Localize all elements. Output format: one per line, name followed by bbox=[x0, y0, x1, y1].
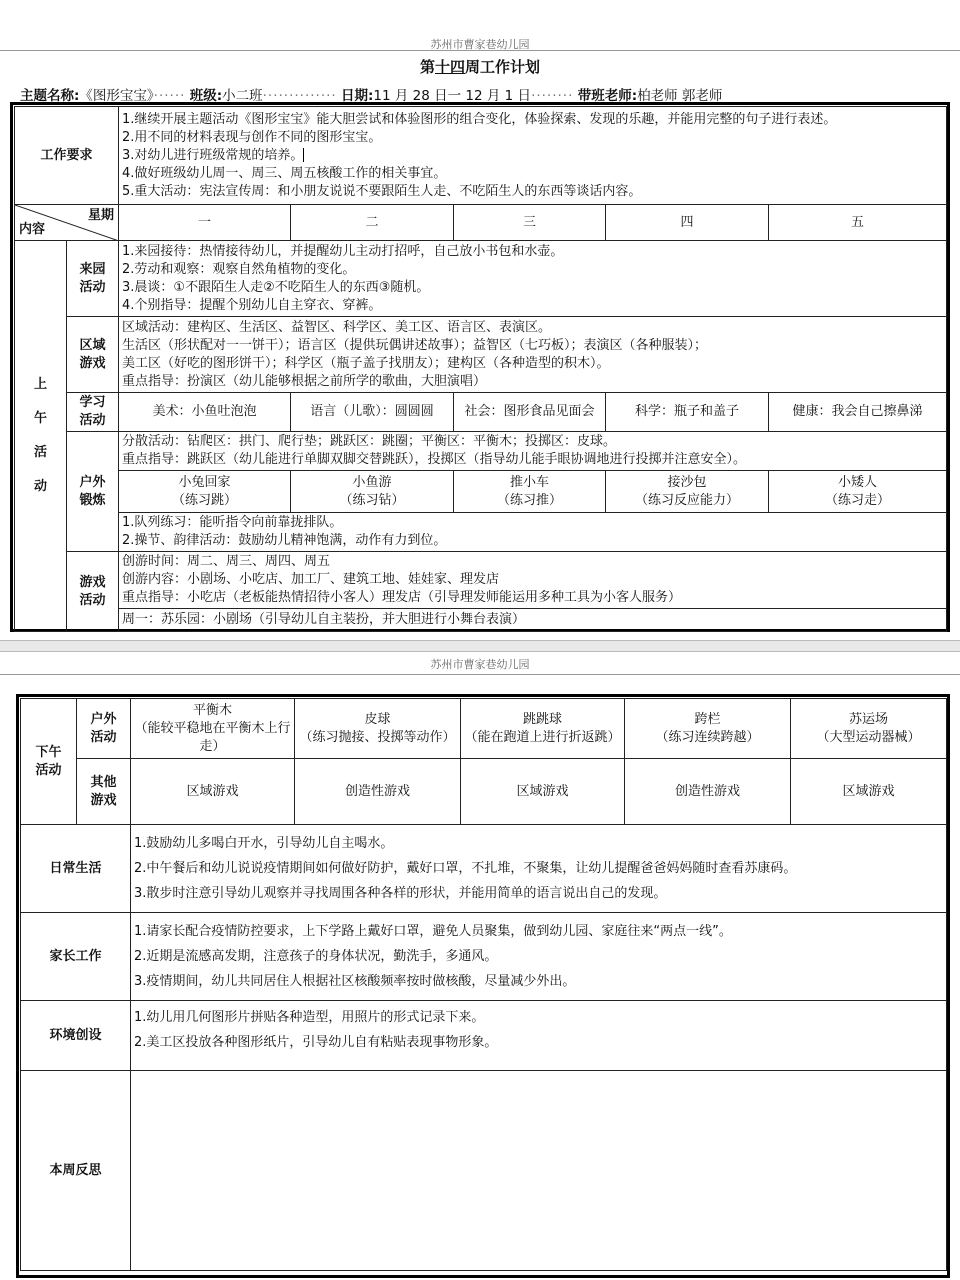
weekday-header: 五 bbox=[769, 205, 947, 241]
weekday-header: 二 bbox=[291, 205, 454, 241]
afternoon-outdoor-item: 平衡木 （能较平稳地在平衡木上行走） bbox=[131, 699, 295, 759]
teacher-value: 柏老师 郭老师 bbox=[637, 88, 723, 104]
requirements-label: 工作要求 bbox=[15, 107, 119, 205]
parent-work-label: 家长工作 bbox=[21, 913, 131, 1001]
daily-life-content bbox=[131, 825, 947, 913]
reflection-input[interactable] bbox=[131, 1071, 947, 1271]
outdoor-line: 2.操节、韵律活动：鼓励幼儿精神饱满，动作有力到位。 bbox=[122, 533, 447, 548]
other-game-item: 创造性游戏 bbox=[625, 759, 791, 825]
parent-line: 2.近期是流感高发期，注意孩子的身体状况，勤洗手，多通风。 bbox=[134, 949, 498, 964]
outdoor-game: 接沙包 （练习反应能力） bbox=[606, 471, 769, 513]
requirement-item: 2.用不同的材料表现与创作不同的图形宝宝。 bbox=[122, 129, 382, 145]
weekday-header: 四 bbox=[606, 205, 769, 241]
afternoon-outdoor-item: 跨栏 （练习连续跨越） bbox=[625, 699, 791, 759]
requirement-item: 5.重大活动：宪法宣传周：和小朋友说说不要跟陌生人走、不吃陌生人的东西等谈话内容。 bbox=[122, 183, 642, 199]
class-value: 小二班 bbox=[222, 88, 263, 104]
area-games-content bbox=[119, 317, 947, 393]
other-game-item: 创造性游戏 bbox=[295, 759, 461, 825]
study-item: 社会：图形食品见面会 bbox=[454, 393, 606, 432]
class-label: 班级: bbox=[189, 88, 223, 104]
daily-line: 3.散步时注意引导幼儿观察并寻找周围各种各样的形状，并能用简单的语言说出自己的发现。 bbox=[134, 886, 667, 901]
weekday-corner-cell bbox=[15, 205, 119, 241]
afternoon-label bbox=[21, 699, 77, 825]
study-item: 语言（儿歌）：圆圆圆 bbox=[291, 393, 454, 432]
games-line: 创游时间：周二、周三、周四、周五 bbox=[122, 554, 331, 569]
weekly-plan-table bbox=[14, 106, 947, 632]
reflection-label: 本周反思 bbox=[21, 1071, 131, 1271]
title-suffix: 周工作计划 bbox=[465, 58, 541, 76]
morning-label bbox=[15, 241, 67, 632]
arrival-line: 1.来园接待：热情接待幼儿，并提醒幼儿主动打招呼，自己放小书包和水壶。 bbox=[122, 243, 564, 259]
afternoon-outdoor-label: 户外 活动 bbox=[77, 699, 131, 759]
page-title bbox=[0, 56, 960, 77]
outdoor-game: 小兔回家 （练习跳） bbox=[119, 471, 291, 513]
environment-line: 2.美工区投放各种图形纸片，引导幼儿自有粘贴表现事物形象。 bbox=[134, 1035, 498, 1050]
afternoon-outdoor-item: 苏运场 （大型运动器械） bbox=[791, 699, 947, 759]
area-line: 区域活动：建构区、生活区、益智区、科学区、美工区、语言区、表演区。 bbox=[122, 319, 552, 335]
afternoon-outdoor-item: 跳跳球 （能在跑道上进行折返跳） bbox=[461, 699, 625, 759]
afternoon-label-text: 下午 活动 bbox=[35, 744, 62, 778]
weekday-header: 三 bbox=[454, 205, 606, 241]
theme-value: 《图形宝宝》 bbox=[79, 88, 154, 104]
corner-content-label: 内容 bbox=[19, 222, 46, 237]
date-value: 11 月 28 日一 12 月 1 日 bbox=[373, 88, 532, 104]
outdoor-line: 分散活动：钻爬区：拱门、爬行垫；跳跃区：跳圈；平衡区：平衡木；投掷区：皮球。 bbox=[122, 434, 617, 449]
arrival-line: 4.个别指导：提醒个别幼儿自主穿衣、穿裤。 bbox=[122, 297, 382, 313]
outdoor-line: 重点指导：跳跃区（幼儿能进行单脚双脚交替跳跃），投掷区（指导幼儿能手眼协调地进行投掷并注意安全）。 bbox=[122, 452, 747, 467]
parent-line: 3.疫情期间，幼儿共同居住人根据社区核酸频率按时做核酸，尽量减少外出。 bbox=[134, 974, 576, 989]
games-line: 重点指导：小吃店（老板能热情招待小客人）理发店（引导理发师能运用多种工具为小客人服务） bbox=[122, 590, 682, 605]
requirement-item: 4.做好班级幼儿周一、周三、周五核酸工作的相关事宜。 bbox=[122, 165, 447, 181]
study-label: 学习 活动 bbox=[67, 393, 119, 432]
area-line: 重点指导：扮演区（幼儿能够根据之前所学的歌曲，大胆演唱） bbox=[122, 373, 487, 389]
study-item: 科学：瓶子和盖子 bbox=[606, 393, 769, 432]
page-header: 苏州市曹家巷幼儿园 bbox=[430, 38, 530, 51]
outdoor-game: 小鱼游 （练习钻） bbox=[291, 471, 454, 513]
outdoor-top-content bbox=[119, 432, 947, 471]
environment-line: 1.幼儿用几何图形片拼贴各种造型，用照片的形式记录下来。 bbox=[134, 1010, 485, 1025]
teacher-label: 带班老师: bbox=[577, 88, 638, 104]
other-game-item: 区域游戏 bbox=[131, 759, 295, 825]
arrival-content bbox=[119, 241, 947, 317]
requirement-item: 3.对幼儿进行班级常规的培养。 bbox=[122, 147, 304, 163]
header-divider bbox=[0, 674, 960, 675]
page-header: 苏州市曹家巷幼儿园 bbox=[430, 658, 530, 671]
corner-weekday-label: 星期 bbox=[88, 208, 115, 223]
requirements-content bbox=[119, 107, 947, 205]
text-cursor bbox=[303, 148, 304, 162]
parent-line: 1.请家长配合疫情防控要求，上下学路上戴好口罩，避免人员聚集，做到幼儿园、家庭往来“两点一线”。 bbox=[134, 924, 732, 939]
daily-line: 2.中午餐后和幼儿说说疫情期间如何做好防护，戴好口罩，不扎堆，不聚集，让幼儿提醒爸爸妈妈随时查看苏康码。 bbox=[134, 861, 797, 876]
title-week: 十四 bbox=[434, 58, 465, 76]
title-prefix: 第 bbox=[419, 58, 435, 76]
requirement-item: 1.继续开展主题活动《图形宝宝》能大胆尝试和体验图形的组合变化，体验探索、发现的乐趣，并能用完整的句子进行表述。 bbox=[122, 111, 837, 127]
theme-label: 主题名称: bbox=[20, 88, 80, 104]
page-gap bbox=[0, 640, 960, 652]
arrival-line: 3.晨谈：①不跟陌生人走②不吃陌生人的东西③随机。 bbox=[122, 279, 430, 295]
environment-content bbox=[131, 1001, 947, 1071]
parent-work-content bbox=[131, 913, 947, 1001]
area-line: 美工区（好吃的图形饼干）；科学区（瓶子盖子找朋友）；建构区（各种造型的积木）。 bbox=[122, 355, 610, 371]
outdoor-line: 1.队列练习：能听指令向前靠拢排队。 bbox=[122, 515, 343, 530]
outdoor-bottom-content bbox=[119, 513, 947, 552]
header-divider bbox=[0, 50, 960, 51]
document-page-2 bbox=[0, 652, 960, 1280]
daily-line: 1.鼓励幼儿多喝白开水，引导幼儿自主喝水。 bbox=[134, 836, 394, 851]
morning-label-text: 上 午 活 动 bbox=[33, 377, 47, 494]
daily-life-label: 日常生活 bbox=[21, 825, 131, 913]
environment-label: 环境创设 bbox=[21, 1001, 131, 1071]
study-item: 美术：小鱼吐泡泡 bbox=[119, 393, 291, 432]
weekly-plan-table-continued bbox=[20, 698, 947, 1271]
outdoor-game: 小矮人 （练习走） bbox=[769, 471, 947, 513]
study-item: 健康：我会自己擦鼻涕 bbox=[769, 393, 947, 432]
other-game-item: 区域游戏 bbox=[791, 759, 947, 825]
arrival-line: 2.劳动和观察：观察自然角植物的变化。 bbox=[122, 261, 356, 277]
area-line: 生活区（形状配对一一饼干）；语言区（提供玩偶讲述故事）；益智区（七巧板）；表演区（各种服装）； bbox=[122, 337, 708, 353]
weekday-header: 一 bbox=[119, 205, 291, 241]
outdoor-label: 户外 锻炼 bbox=[67, 432, 119, 552]
other-games-label: 其他 游戏 bbox=[77, 759, 131, 825]
games-content bbox=[119, 552, 947, 632]
games-label: 游戏 活动 bbox=[67, 552, 119, 632]
other-game-item: 区域游戏 bbox=[461, 759, 625, 825]
date-label: 日期: bbox=[340, 88, 374, 104]
plan-meta: 主题名称:《图形宝宝》······ 班级:小二班·············· 日期:11 月 28 日一 12 月 1 日········ 带班老师:柏老师 郭老师 bbox=[20, 88, 723, 104]
outdoor-game: 推小车 （练习推） bbox=[454, 471, 606, 513]
games-line: 创游内容：小剧场、小吃店、加工厂、建筑工地、娃娃家、理发店 bbox=[122, 572, 500, 587]
afternoon-outdoor-item: 皮球 （练习抛接、投掷等动作） bbox=[295, 699, 461, 759]
arrival-label: 来园 活动 bbox=[67, 241, 119, 317]
area-games-label: 区域 游戏 bbox=[67, 317, 119, 393]
games-monday-line: 周一：苏乐园：小剧场（引导幼儿自主装扮，并大胆进行小舞台表演） bbox=[122, 612, 526, 627]
